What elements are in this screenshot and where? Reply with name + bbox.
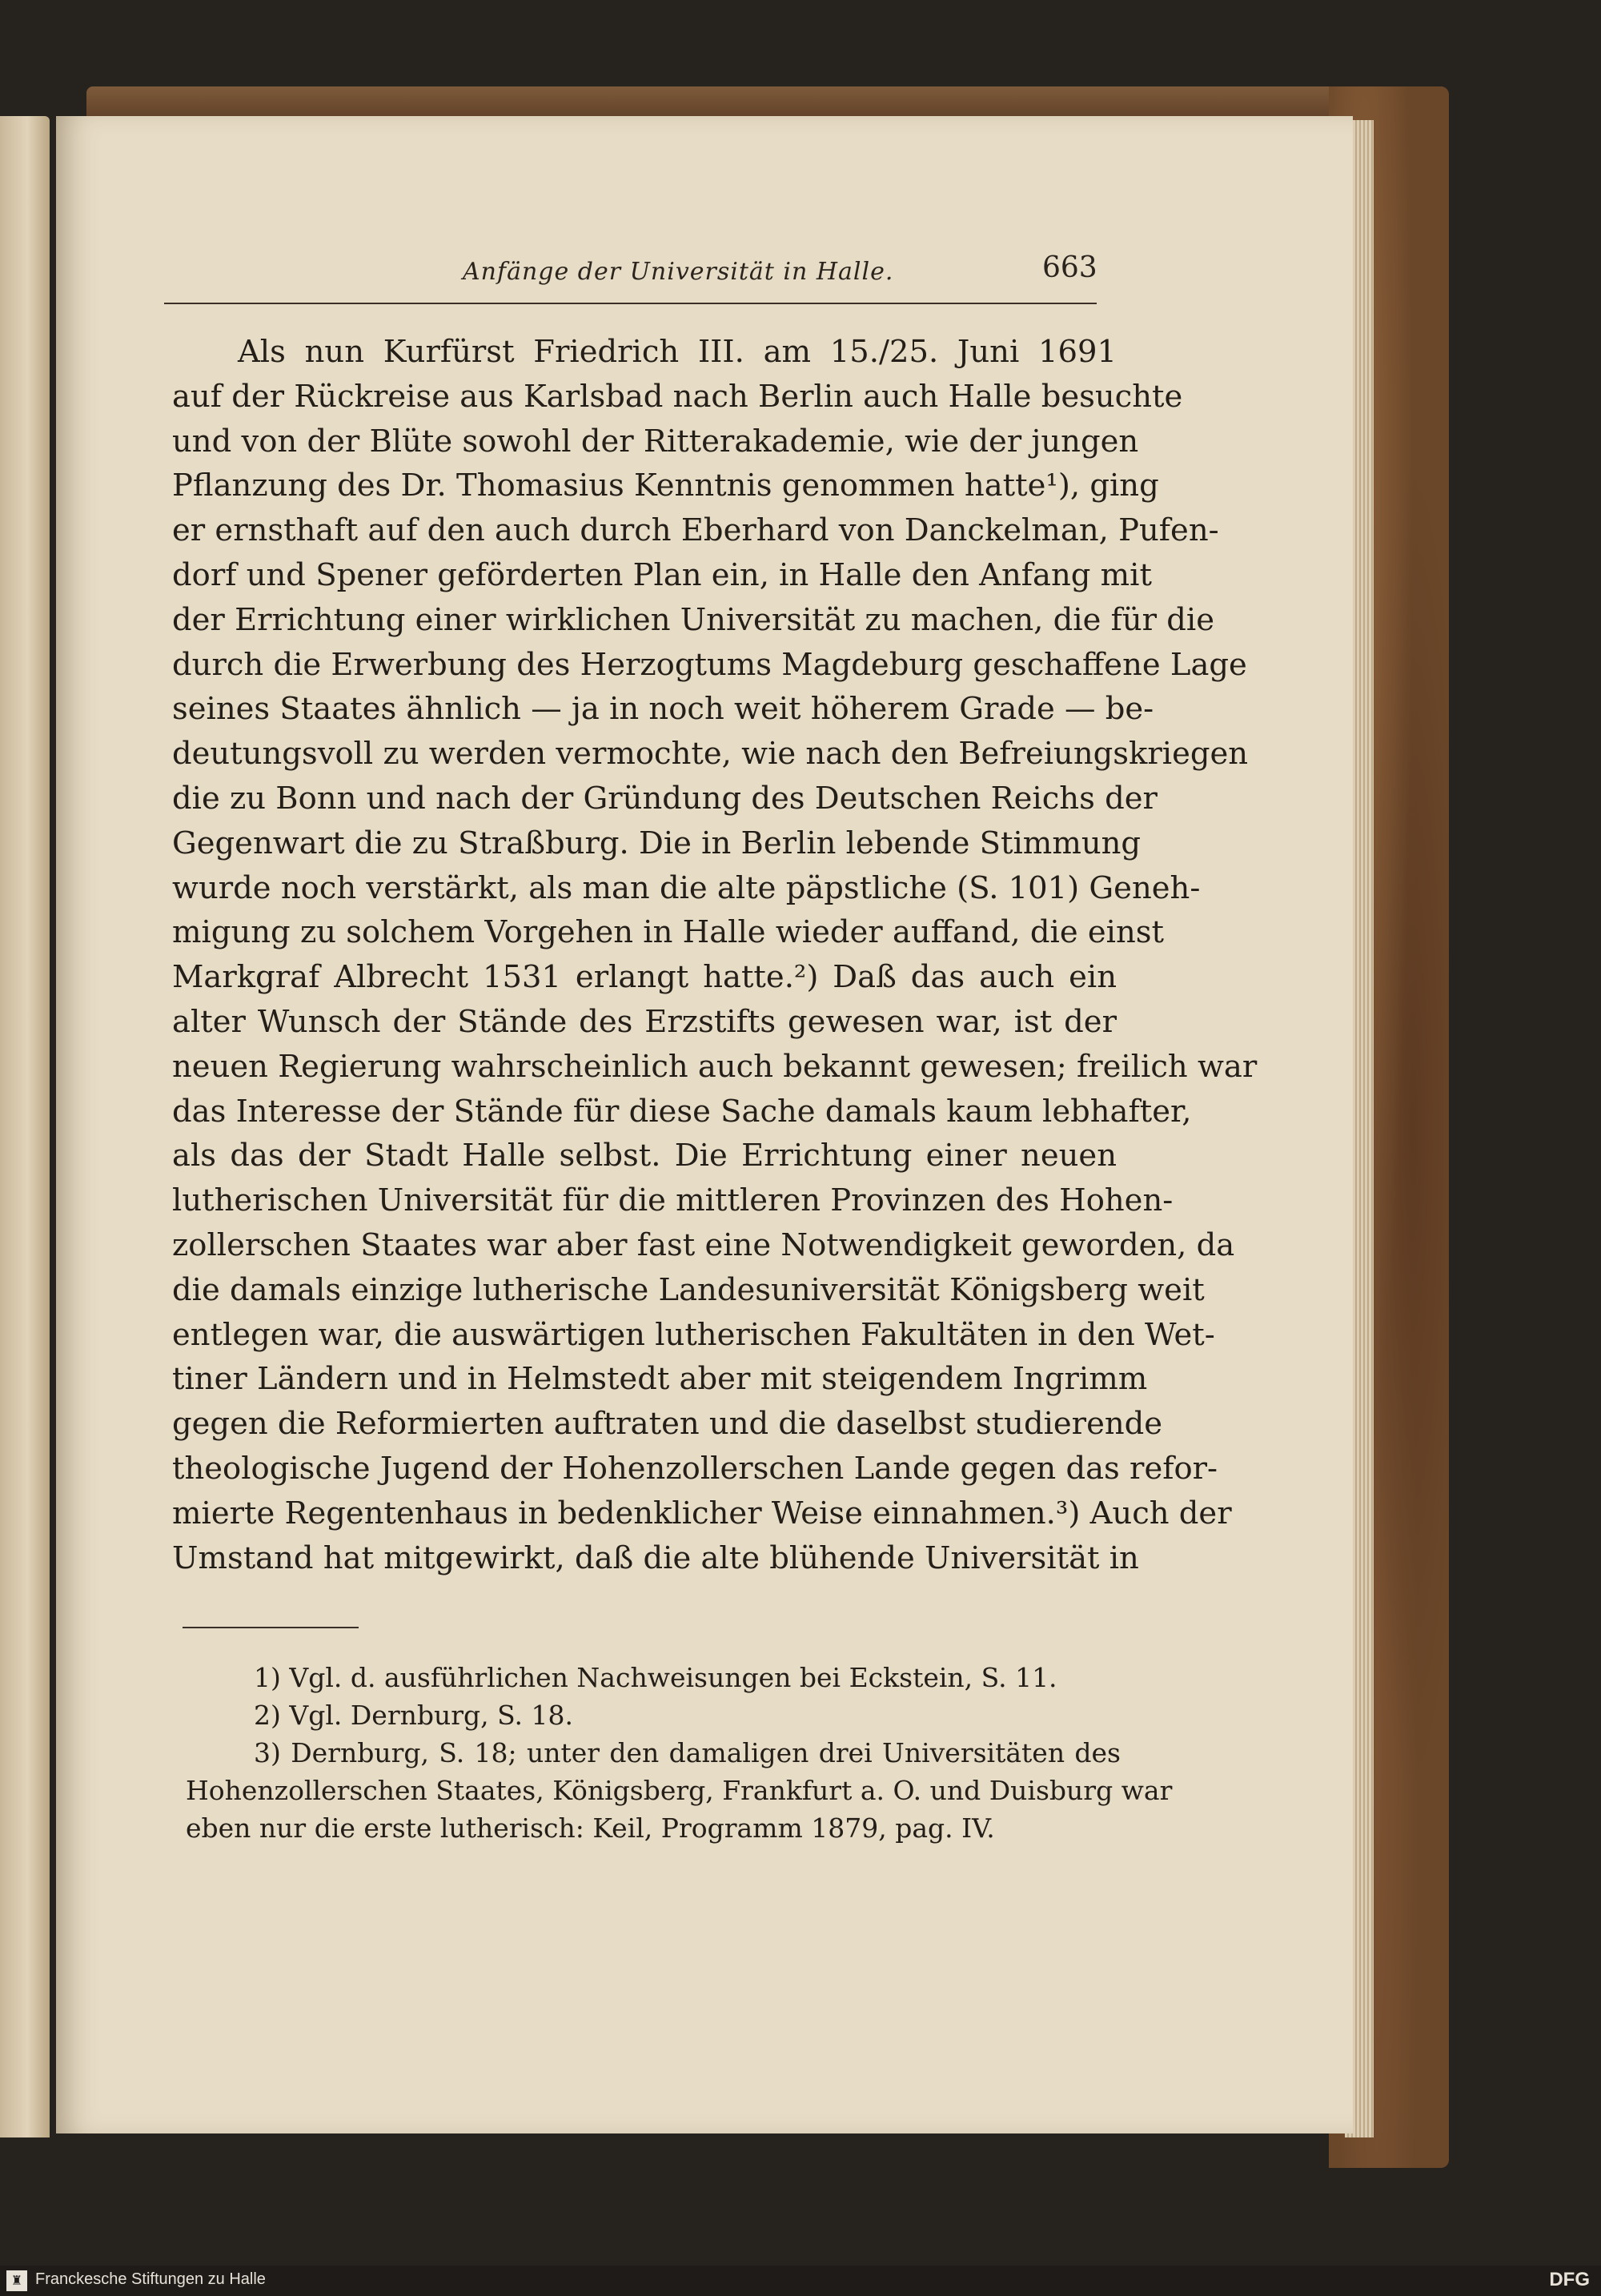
text-line: das Interesse der Stände für diese Sache damals kaum lebhafter,	[172, 1093, 1192, 1130]
footnote-3-cont: Hohenzollerschen Staates, Königsberg, Frankfurt a. O. und Duisburg war	[186, 1775, 1173, 1806]
text-line: auf der Rückreise aus Karlsbad nach Berlin auch Halle besuchte	[172, 378, 1183, 415]
footnote-3: 3) Dernburg, S. 18; unter den damaligen drei Universitäten des	[254, 1737, 1121, 1768]
text-line: neuen Regierung wahrscheinlich auch bekannt gewesen; freilich war	[172, 1048, 1258, 1085]
text-line: migung zu solchem Vorgehen in Halle wieder auffand, die einst	[172, 914, 1165, 951]
text-line: durch die Erwerbung des Herzogtums Magdeburg geschaffene Lage	[172, 646, 1247, 683]
text-line: seines Staates ähnlich — ja in noch weit höherem Grade — be-	[172, 691, 1154, 728]
text-line: als das der Stadt Halle selbst. Die Errichtung einer neuen	[172, 1138, 1117, 1174]
footnote-1: 1) Vgl. d. ausführlichen Nachweisungen bei Eckstein, S. 11.	[254, 1662, 1057, 1693]
text-line: Pflanzung des Dr. Thomasius Kenntnis genommen hatte¹), ging	[172, 468, 1159, 504]
text-line: und von der Blüte sowohl der Ritterakademie, wie der jungen	[172, 423, 1139, 460]
text-line: entlegen war, die auswärtigen lutherischen Fakultäten in den Wet-	[172, 1316, 1215, 1353]
text-line: der Errichtung einer wirklichen Universität zu machen, die für die	[172, 601, 1215, 638]
text-line: zollerschen Staates war aber fast eine Notwendigkeit geworden, da	[172, 1226, 1235, 1263]
text-line: er ernsthaft auf den auch durch Eberhard von Danckelman, Pufen-	[172, 512, 1219, 549]
page-number: 663	[1042, 251, 1097, 284]
text-line: lutherischen Universität für die mittleren Provinzen des Hohen-	[172, 1182, 1174, 1219]
text-line: gegen die Reformierten auftraten und die daselbst studierende	[172, 1406, 1163, 1443]
institution-logo-icon: ♜	[6, 2270, 27, 2291]
running-title: Anfänge der Universität in Halle.	[463, 258, 894, 286]
text-line: tiner Ländern und in Helmstedt aber mit steigendem Ingrimm	[172, 1361, 1148, 1398]
text-line: Gegenwart die zu Straßburg. Die in Berlin lebende Stimmung	[172, 825, 1142, 861]
header-rule	[164, 303, 1097, 304]
text-line: dorf und Spener geförderten Plan ein, in Halle den Anfang mit	[172, 556, 1152, 593]
body-text	[172, 330, 1258, 1580]
text-line: Als nun Kurfürst Friedrich III. am 15./25. Juni 1691	[238, 334, 1117, 370]
footnotes	[186, 1659, 1173, 1847]
text-line: wurde noch verstärkt, als man die alte päpstliche (S. 101) Geneh-	[172, 869, 1201, 906]
footnote-3-end: eben nur die erste lutherisch: Keil, Programm 1879, pag. IV.	[186, 1812, 995, 1844]
text-line: alter Wunsch der Stände des Erzstifts gewesen war, ist der	[172, 1003, 1117, 1040]
footnote-2: 2) Vgl. Dernburg, S. 18.	[254, 1700, 574, 1731]
text-line: theologische Jugend der Hohenzollerschen Lande gegen das refor-	[172, 1450, 1218, 1487]
footnote-rule	[183, 1627, 359, 1628]
footer-bar	[0, 2266, 1601, 2296]
text-line: mierte Regentenhaus in bedenklicher Weise einnahmen.³) Auch der	[172, 1495, 1232, 1531]
text-line: Umstand hat mitgewirkt, daß die alte blühende Universität in	[172, 1539, 1139, 1576]
text-line: die zu Bonn und nach der Gründung des Deutschen Reichs der	[172, 780, 1158, 817]
left-page-sliver	[0, 116, 50, 2137]
text-line: deutungsvoll zu werden vermochte, wie nach den Befreiungskriegen	[172, 736, 1249, 773]
text-line: Markgraf Albrecht 1531 erlangt hatte.²) Daß das auch ein	[172, 959, 1117, 996]
institution-label: Franckesche Stiftungen zu Halle	[35, 2270, 266, 2288]
text-line: die damals einzige lutherische Landesuniversität Königsberg weit	[172, 1271, 1205, 1308]
dfg-logo: DFG	[1549, 2269, 1590, 2290]
